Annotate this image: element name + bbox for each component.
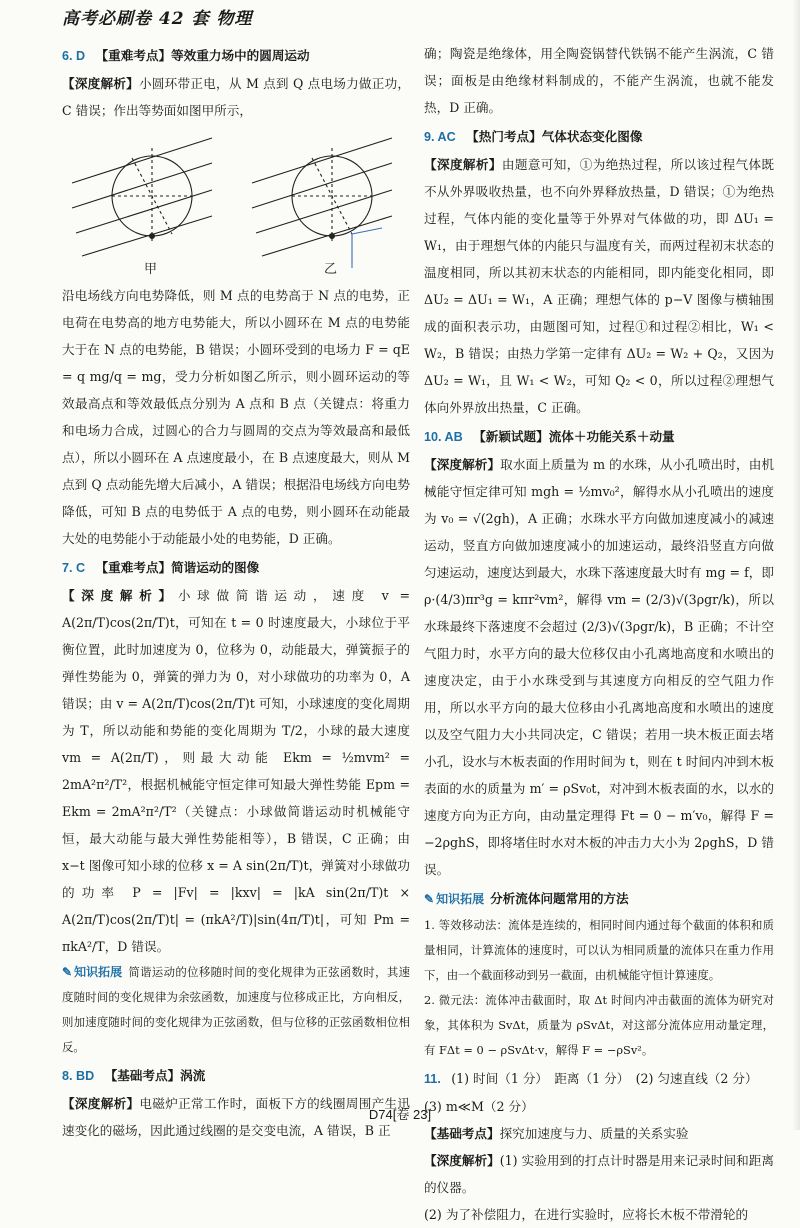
pen-icon: ✎ <box>62 965 73 979</box>
question-10-tip-1: 1. 等效移动法：流体是连续的，相同时间内通过每个截面的体积和质量相同，计算流体的速度时，可以认为相同质量的流体只在重力作用下，由一个截面移动到另一截面，由机械能守恒计算速度。 <box>424 918 774 982</box>
question-topic: 等效重力场中的圆周运动 <box>171 48 310 63</box>
figure-jia-yi <box>62 128 410 278</box>
question-topic: 简谐运动的图像 <box>171 560 260 575</box>
question-11-analysis-1: 【深度解析】(1) 实验用到的打点计时器是用来记录时间和距离的仪器。 <box>424 1153 775 1195</box>
right-column <box>424 40 774 1228</box>
question-11-answer-2: (3) m≪M（2 分） <box>424 1099 534 1114</box>
tip-label: ✎ 知识拓展 <box>424 892 485 906</box>
question-10-tip-2: 2. 微元法：流体冲击截面时，取 Δt 时间内冲击截面的流体为研究对象，其体积为 SvΔt，质量为 ρSvΔt，对这部分流体应用动量定理，有 FΔt = 0 − ρSvΔt·v，解得 F = −ρSv²。 <box>424 993 774 1057</box>
question-tag: 【新颖试题】 <box>473 429 549 444</box>
question-number: 7. C <box>62 561 86 575</box>
question-11-analysis-2: (2) 为了补偿阻力，在进行实验时，应将长木板不带滑轮的 <box>424 1207 749 1222</box>
question-topic: 涡流 <box>180 1068 206 1083</box>
ring-M-dot <box>149 233 155 239</box>
question-number: 9. AC <box>424 130 456 144</box>
question-tag: 【基础考点】 <box>104 1068 181 1083</box>
question-6-figures <box>62 128 410 278</box>
question-10-analysis: 【深度解析】取水面上质量为 m 的水珠，从小孔喷出时，由机械能守恒定律可知 mgh = ½mv₀²，解得水从小孔喷出的速度为 v₀ = √(2gh)，A 正确；水珠水平方向做加速度减小的减速运动，竖直方向做加速度减小的加速运动，最终沿竖直方向做匀速运动，速度达到最大，水珠下落速度最大时有 mg = f，即 ρ·(4/3)πr³g = kπr²vm²，解得 vm = (2/3)√(3ρgr/k)，所以水珠最终下落速度不会超过 (2/3)√(3ρgr/k)，B 正确；不计空气阻力时，水平方向的最大位移仅由小孔离地高度和水喷出的速度决定，由于小水珠受到与其速度方向相反的空气阻力作用，所以水平方向的最大位移由小孔离地高度和水喷出的速度以及空气阻力大小共同决定，C 错误；若用一块木板正面去堵小孔，设水与木板表面的作用时间为 t，则在 t 时间内冲到木板表面的水的质量为 m′ = ρSv₀t，对冲到木板表面的水，以水的速度方向为正方向，由动量定理得 Ft = 0 − m′v₀，解得 F = −2ρghS，即将堵住时水对木板的冲击力大小为 2ρghS，D 错误。 <box>424 457 775 877</box>
question-8-analysis: 【深度解析】电磁炉正常工作时，面板下方的线圈周围产生迅速变化的磁场，因此通过线圈的是交变电流，A 错误，B 正 <box>62 1096 411 1138</box>
question-7-analysis: 【深度解析】小球做简谐运动，速度 v = A(2π/T)cos(2π/T)t，可知在 t = 0 时速度最大，小球位于平衡位置，此时加速度为 0，位移为 0，动能最大，弹簧振子的弹性势能为 0，弹簧的弹力为 0，对小球做功的功率为 0，A 错误；由 v = A(2π/T)cos(2π/T)t 可知，小球速度的变化周期为 T，所以动能和势能的变化周期为 T/2，小球的最大速度 vm = A(2π/T)，则最大动能 Ekm = ½mvm² = 2mA²π²/T²，根据机械能守恒定律可知最大弹性势能 Epm = Ekm = 2mA²π²/T²（关键点：小球做简谐运动时机械能守恒，最大动能与最大弹性势能相等），B 错误，C 正确；由 x−t 图像可知小球的位移 x = A sin(2π/T)t，弹簧对小球做功的功率 P = |Fv| = |kxv| = |kA sin(2π/T)t × A(2π/T)cos(2π/T)t| = (πkA²/T)|sin(4π/T)t|，可知 Pm = πkA²/T，D 错误。 <box>62 588 410 954</box>
question-10-tip-header: ✎ 知识拓展 分析流体问题常用的方法 <box>424 885 774 913</box>
figure-label-yi: 乙 <box>324 262 338 277</box>
question-tag: 【重难考点】 <box>95 560 172 575</box>
question-topic: 气体状态变化图像 <box>541 129 643 144</box>
pen-icon: ✎ <box>424 892 435 906</box>
scan-edge-shadow <box>792 0 800 1130</box>
question-6-analysis-2: 沿电场线方向电势降低，则 M 点的电势高于 N 点的电势，正电荷在电势高的地方电势能大，所以小圆环在 M 点的电势能大于在 N 点的电势能，B 错误；小圆环受到的电场力 F = qE = q mg/q = mg，受力分析如图乙所示，则小圆环运动的等效最高点和等效最低点分别为 A 点和 B 点（关键点：将重力和电场力合成，过圆心的合力与圆周的交点为等效最高和最低点），所以小圆环在 A 点速度最小，在 B 点速度最大，则从 M 点到 Q 点动能先增大后减小，A 错误；根据沿电场线方向电势降低，可知 B 点的电势低于 A 点的电势，则小圆环在动能最大处的电势能小于动能最小处的电势能，D 正确。 <box>62 288 410 546</box>
question-10-header <box>424 423 774 451</box>
left-column <box>62 40 410 1144</box>
question-number: 11. <box>424 1072 441 1086</box>
question-tag: 【热门考点】 <box>466 129 542 144</box>
question-number: 6. D <box>62 49 86 63</box>
question-6-analysis-1: 【深度解析】小圆环带正电，从 M 点到 Q 点电场力做正功，C 错误；作出等势面如图甲所示， <box>62 76 411 118</box>
ring-M-dot-2 <box>329 233 335 239</box>
page-footer: D74[卷 23] <box>368 1107 432 1122</box>
question-7-tip: ✎ 知识拓展 简谐运动的位移随时间的变化规律为正弦函数时，其速度随时间的变化规律为余弦函数，加速度与位移成正比，方向相反，则加速度随时间的变化规律为正弦函数，但与位移的正弦函数相位相反。 <box>62 960 410 1060</box>
question-7-header <box>62 554 410 582</box>
question-tag: 【重难考点】 <box>95 48 172 63</box>
question-9-analysis: 【深度解析】由题意可知，①为绝热过程，所以该过程气体既不从外界吸收热量，也不向外界释放热量，D 错误；①为绝热过程，气体内能的变化量等于外界对气体做的功，即 ΔU₁ = W₁，由于理想气体的内能只与温度有关，而两过程初末状态的温度相同，所以其初末状态的内能相同，即内能变化相同，即 ΔU₂ = ΔU₁ = W₁，A 正确；理想气体的 p−V 图像与横轴围成的面积表示功，由题图可知，过程①和过程②相比，W₁ < W₂，B 错误；由热力学第一定律有 ΔU₂ = W₂ + Q₂，又因为 ΔU₂ = W₁，且 W₁ < W₂，可知 Q₂ < 0，所以过程②理想气体向外界放出热量，C 正确。 <box>424 157 775 415</box>
question-number: 10. AB <box>424 430 463 444</box>
question-11-answer-1: (1) 时间（1 分） 距离（1 分） (2) 匀速直线（2 分） <box>451 1071 758 1086</box>
question-number: 8. BD <box>62 1069 95 1083</box>
question-11-header <box>424 1065 774 1093</box>
figure-label-jia: 甲 <box>144 262 158 277</box>
question-8-analysis-cont: 确；陶瓷是绝缘体，用全陶瓷锅替代铁锅不能产生涡流，C 错误；面板是由绝缘材料制成的，不能产生涡流，也就不能发热，D 正确。 <box>424 46 774 115</box>
question-9-header <box>424 123 774 151</box>
tip-label: ✎ 知识拓展 <box>62 965 123 979</box>
question-11-topic-line: 【基础考点】探究加速度与力、质量的关系实验 <box>424 1126 689 1141</box>
page-header: 高考必刷卷 42 套 物理 <box>62 9 253 29</box>
question-8-header <box>62 1062 410 1090</box>
question-topic: 流体＋功能关系＋动量 <box>548 429 675 444</box>
question-6-header <box>62 42 410 70</box>
